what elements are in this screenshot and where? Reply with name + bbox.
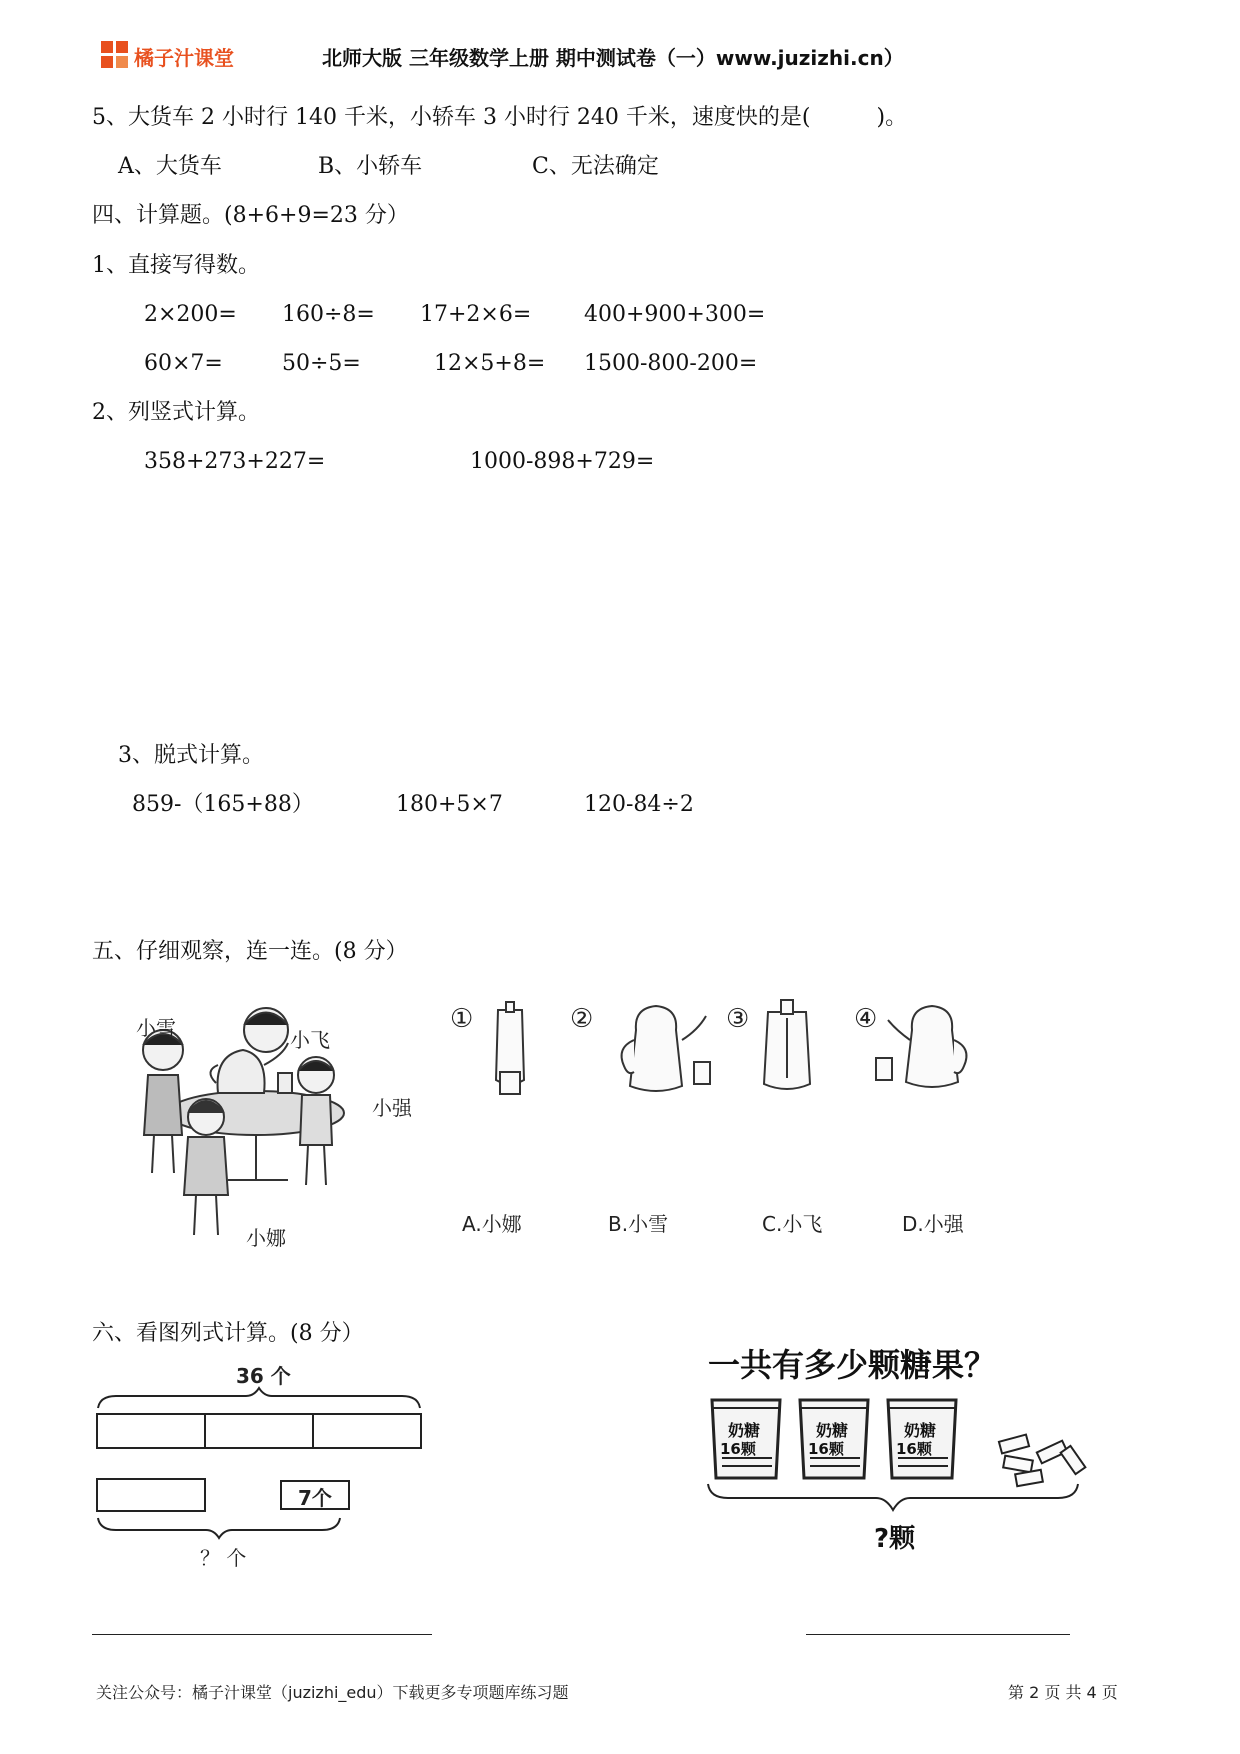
bag-2-name: 奶糖 (816, 1421, 849, 1440)
logo-icon (100, 40, 130, 70)
calc-1-2: 160÷8= (282, 302, 375, 327)
total-label: 36 个 (236, 1364, 291, 1388)
bag-1-name: 奶糖 (728, 1421, 761, 1440)
sub2-title: 2、列竖式计算。 (92, 400, 260, 425)
top-brace (96, 1386, 422, 1410)
candy-brace (706, 1482, 1080, 1512)
candy-title: 一共有多少颗糖果？ (708, 1346, 997, 1384)
scene-name-xiaoxue: 小雪 (136, 1016, 176, 1040)
stepwise-calc-3: 120-84÷2 (584, 792, 694, 817)
answer-line-right (806, 1634, 1070, 1635)
extra-label: 7个 (298, 1486, 332, 1510)
section6-title: 六、看图列式计算。(8 分） (92, 1321, 364, 1346)
scene-name-xiaoqiang: 小强 (372, 1096, 412, 1120)
vertical-calc-1: 358+273+227= (144, 449, 326, 474)
loose-candies (994, 1430, 1094, 1490)
view-number-4: ④ (854, 1004, 878, 1034)
q5-option-b: B、小轿车 (318, 154, 423, 179)
view-1-illustration (480, 1000, 540, 1100)
page-title: 北师大版 三年级数学上册 期中测试卷（一）www.juzizhi.cn） (322, 46, 904, 70)
q5-option-c: C、无法确定 (532, 154, 659, 179)
question-label-left: ？ 个 (200, 1546, 247, 1570)
bottom-brace (96, 1516, 342, 1540)
view-3-illustration (752, 998, 822, 1100)
view-number-3: ③ (726, 1004, 750, 1034)
calc-2-4: 1500-800-200= (584, 351, 758, 376)
calc-2-2: 50÷5= (282, 351, 361, 376)
stepwise-calc-2: 180+5×7 (396, 792, 503, 817)
bar-segment-2 (204, 1413, 314, 1449)
bag-1-count: 16颗 (720, 1440, 756, 1458)
view-number-2: ② (570, 1004, 594, 1034)
answer-line-left (92, 1634, 432, 1635)
brand-name: 橘子汁课堂 (134, 46, 234, 70)
vertical-calc-2: 1000-898+729= (470, 449, 655, 474)
calc-1-1: 2×200= (144, 302, 237, 327)
stepwise-calc-1: 859-（165+88） (132, 792, 314, 817)
section5-title: 五、仔细观察，连一连。(8 分） (92, 939, 408, 964)
bag-3-name: 奶糖 (904, 1421, 937, 1440)
bar-segment-3 (312, 1413, 422, 1449)
answer-d: D.小强 (902, 1212, 964, 1236)
answer-a: A.小娜 (462, 1212, 522, 1236)
scene-name-xiaofei: 小飞 (290, 1028, 330, 1052)
q5-stem: 5、大货车 2 小时行 140 千米，小轿车 3 小时行 240 千米，速度快的是( )。 (92, 105, 908, 130)
bar-segment-1 (96, 1413, 206, 1449)
view-2-illustration (606, 1000, 716, 1100)
scene-name-xiaona: 小娜 (246, 1226, 286, 1250)
section4-title: 四、计算题。(8+6+9=23 分） (92, 203, 409, 228)
lower-bar (96, 1478, 206, 1512)
answer-b: B.小雪 (608, 1212, 669, 1236)
view-number-1: ① (450, 1004, 474, 1034)
footer-promo: 关注公众号：橘子汁课堂（juzizhi_edu）下载更多专项题库练习题 (96, 1683, 569, 1702)
bag-2-count: 16颗 (808, 1440, 844, 1458)
calc-2-1: 60×7= (144, 351, 223, 376)
calc-1-4: 400+900+300= (584, 302, 766, 327)
q5-option-a: A、大货车 (118, 154, 222, 179)
page-number: 第 2 页 共 4 页 (1008, 1683, 1118, 1702)
sub1-title: 1、直接写得数。 (92, 253, 260, 278)
bag-3-count: 16颗 (896, 1440, 932, 1458)
view-4-illustration (872, 1000, 982, 1100)
brand-logo (100, 40, 130, 70)
calc-2-3: 12×5+8= (434, 351, 546, 376)
calc-1-3: 17+2×6= (420, 302, 532, 327)
question-label-right: ?颗 (874, 1524, 916, 1554)
sub3-title: 3、脱式计算。 (118, 743, 264, 768)
answer-c: C.小飞 (762, 1212, 823, 1236)
